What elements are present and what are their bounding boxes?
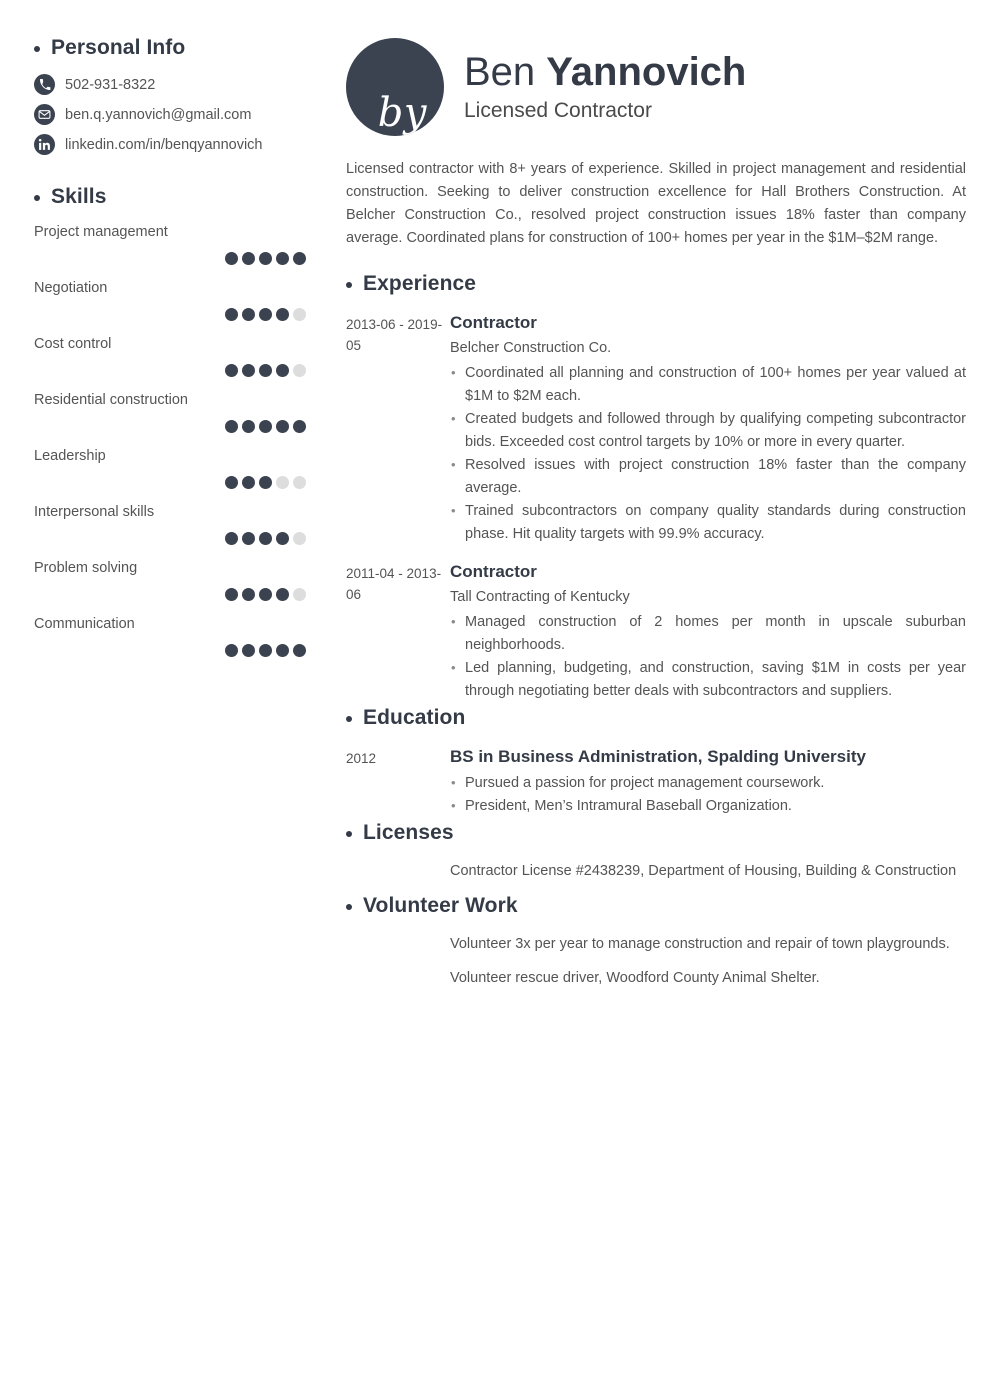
personal-info-heading-label: Personal Info [51,36,186,59]
bullet-item: • Led planning, budgeting, and construction, saving $1M in costs per year through negotiating better deals with subcontractors and suppliers. [450,657,966,703]
last-name: Yannovich [546,50,747,94]
entry-bullet-list [450,362,966,546]
heading-bullet-icon [34,46,40,52]
rating-dot-filled [293,420,306,433]
skill-name: Project management [34,224,168,240]
skill-rating [34,532,306,545]
skills-list [34,223,306,657]
rating-dot-filled [225,252,238,265]
professional-summary: Licensed contractor with 8+ years of experience. Skilled in project management and residential construction. Seeking to deliver construction excellence for Hall Brothers Construction. At Belcher Construction Co., resolved project construction issues 18% faster than company average. Coordinated plans for construction of 100+ homes per year in the $1M–$2M range. [346,161,966,246]
rating-dot-empty [293,476,306,489]
text-entry [346,933,966,964]
skill-rating [34,420,306,433]
heading-bullet-icon [346,716,352,722]
text-entry [346,967,966,998]
entry-body [450,933,966,964]
bullet-item: • Managed construction of 2 homes per month in upscale suburban neighborhoods. [450,611,966,657]
avatar [346,38,444,136]
skill-name: Leadership [34,448,106,464]
rating-dot-filled [259,308,272,321]
skill-item [34,615,306,657]
rating-dot-filled [259,532,272,545]
main-content [346,0,966,1001]
email-icon [34,104,55,125]
rating-dot-filled [225,364,238,377]
entry-company: Tall Contracting of Kentucky [450,589,630,605]
contact-list [34,74,306,155]
experience-heading-label: Experience [363,272,477,295]
rating-dot-filled [242,420,255,433]
rating-dot-filled [259,588,272,601]
rating-dot-filled [293,252,306,265]
entry-date-spacer [346,933,450,964]
skill-item [34,503,306,545]
rating-dot-filled [276,588,289,601]
bullet-item: • Pursued a passion for project management coursework. [450,772,966,795]
skill-name: Residential construction [34,392,188,408]
entry-date: 2012 [346,751,377,766]
bullet-item: • Trained subcontractors on company quality standards during construction phase. Hit quality targets with 99.9% accuracy. [450,500,966,546]
skill-item [34,559,306,601]
contact-row-email[interactable] [34,104,306,125]
entry-title: Contractor [450,562,537,581]
skill-rating [34,252,306,265]
volunteer-heading-label: Volunteer Work [363,894,518,917]
entry-date-spacer [346,860,450,891]
rating-dot-filled [276,308,289,321]
bullet-item: • President, Men’s Intramural Baseball Organization. [450,795,966,818]
entry-body [450,967,966,998]
skill-item [34,391,306,433]
sidebar [0,0,330,671]
rating-dot-empty [293,588,306,601]
skill-item [34,335,306,377]
linkedin-url-text: linkedin.com/in/benqyannovich [65,136,263,153]
rating-dot-filled [259,364,272,377]
entry-date: 2013-06 - 2019-05 [346,317,443,353]
entry-date-spacer [346,967,450,998]
rating-dot-filled [276,532,289,545]
rating-dot-filled [225,644,238,657]
bullet-item: • Created budgets and followed through by qualifying competing subcontractor bids. Exceeded cost control targets by 10% or more in every quarter. [450,408,966,454]
rating-dot-filled [242,532,255,545]
entry-body [450,860,966,891]
rating-dot-filled [242,252,255,265]
entry-date: 2011-04 - 2013-06 [346,566,442,602]
rating-dot-empty [293,308,306,321]
entry-body [450,745,966,818]
rating-dot-empty [293,364,306,377]
rating-dot-filled [259,252,272,265]
rating-dot-empty [276,476,289,489]
volunteer-text: Volunteer 3x per year to manage construction and repair of town playgrounds. [450,936,950,952]
rating-dot-empty [293,532,306,545]
licenses-heading-label: Licenses [363,821,454,844]
skills-heading-label: Skills [51,185,107,208]
skill-item [34,279,306,321]
rating-dot-filled [225,532,238,545]
licenses-list [346,860,966,891]
section-heading-personal-info [34,36,306,60]
education-list [346,745,966,818]
rating-dot-filled [242,644,255,657]
job-title: Licensed Contractor [464,99,652,122]
rating-dot-filled [276,252,289,265]
rating-dot-filled [242,588,255,601]
entry-bullet-list [450,611,966,703]
heading-bullet-icon [346,904,352,910]
linkedin-icon [34,134,55,155]
skill-name: Communication [34,616,135,632]
section-heading-licenses [346,821,966,845]
skill-rating [34,308,306,321]
resume-header [346,38,966,136]
timeline-entry [346,745,966,818]
volunteer-text: Volunteer rescue driver, Woodford County Animal Shelter. [450,970,820,986]
rating-dot-filled [259,644,272,657]
text-entry [346,860,966,891]
experience-list [346,311,966,703]
entry-bullet-list [450,772,966,818]
heading-bullet-icon [34,195,40,201]
rating-dot-filled [225,308,238,321]
skill-name: Interpersonal skills [34,504,155,520]
skill-name: Negotiation [34,280,108,296]
phone-icon [34,74,55,95]
entry-title: BS in Business Administration, Spalding University [450,747,866,766]
rating-dot-filled [225,420,238,433]
timeline-entry [346,560,966,703]
skill-name: Cost control [34,336,112,352]
rating-dot-filled [225,588,238,601]
first-name: Ben [464,50,536,94]
entry-body [450,560,966,703]
entry-company: Belcher Construction Co. [450,340,612,356]
phone-number-text: 502-931-8322 [65,76,156,93]
rating-dot-filled [276,420,289,433]
skill-rating [34,588,306,601]
rating-dot-filled [276,364,289,377]
name-block [464,49,746,125]
rating-dot-filled [259,420,272,433]
rating-dot-filled [242,476,255,489]
section-heading-education [346,706,966,730]
email-address-text: ben.q.yannovich@gmail.com [65,106,252,123]
avatar-initials: by [377,90,427,136]
skill-rating [34,364,306,377]
bullet-item: • Resolved issues with project construction 18% faster than the company average. [450,454,966,500]
section-heading-experience [346,272,966,296]
entry-title: Contractor [450,313,537,332]
heading-bullet-icon [346,831,352,837]
timeline-entry [346,311,966,546]
rating-dot-filled [242,308,255,321]
education-heading-label: Education [363,706,466,729]
heading-bullet-icon [346,282,352,288]
section-heading-skills [34,185,306,209]
rating-dot-filled [276,644,289,657]
skill-rating [34,476,306,489]
bullet-item: • Coordinated all planning and construction of 100+ homes per year valued at $1M to $2M each. [450,362,966,408]
section-heading-volunteer-work [346,894,966,918]
skill-name: Problem solving [34,560,138,576]
skill-item [34,447,306,489]
contact-row-phone[interactable] [34,74,306,95]
rating-dot-filled [259,476,272,489]
rating-dot-filled [225,476,238,489]
skill-item [34,223,306,265]
entry-body [450,311,966,546]
skill-rating [34,644,306,657]
rating-dot-filled [242,364,255,377]
contact-row-linkedin[interactable] [34,134,306,155]
volunteer-list [346,933,966,998]
rating-dot-filled [293,644,306,657]
licenses-text: Contractor License #2438239, Department of Housing, Building & Construction [450,863,957,879]
page-title [464,49,746,95]
